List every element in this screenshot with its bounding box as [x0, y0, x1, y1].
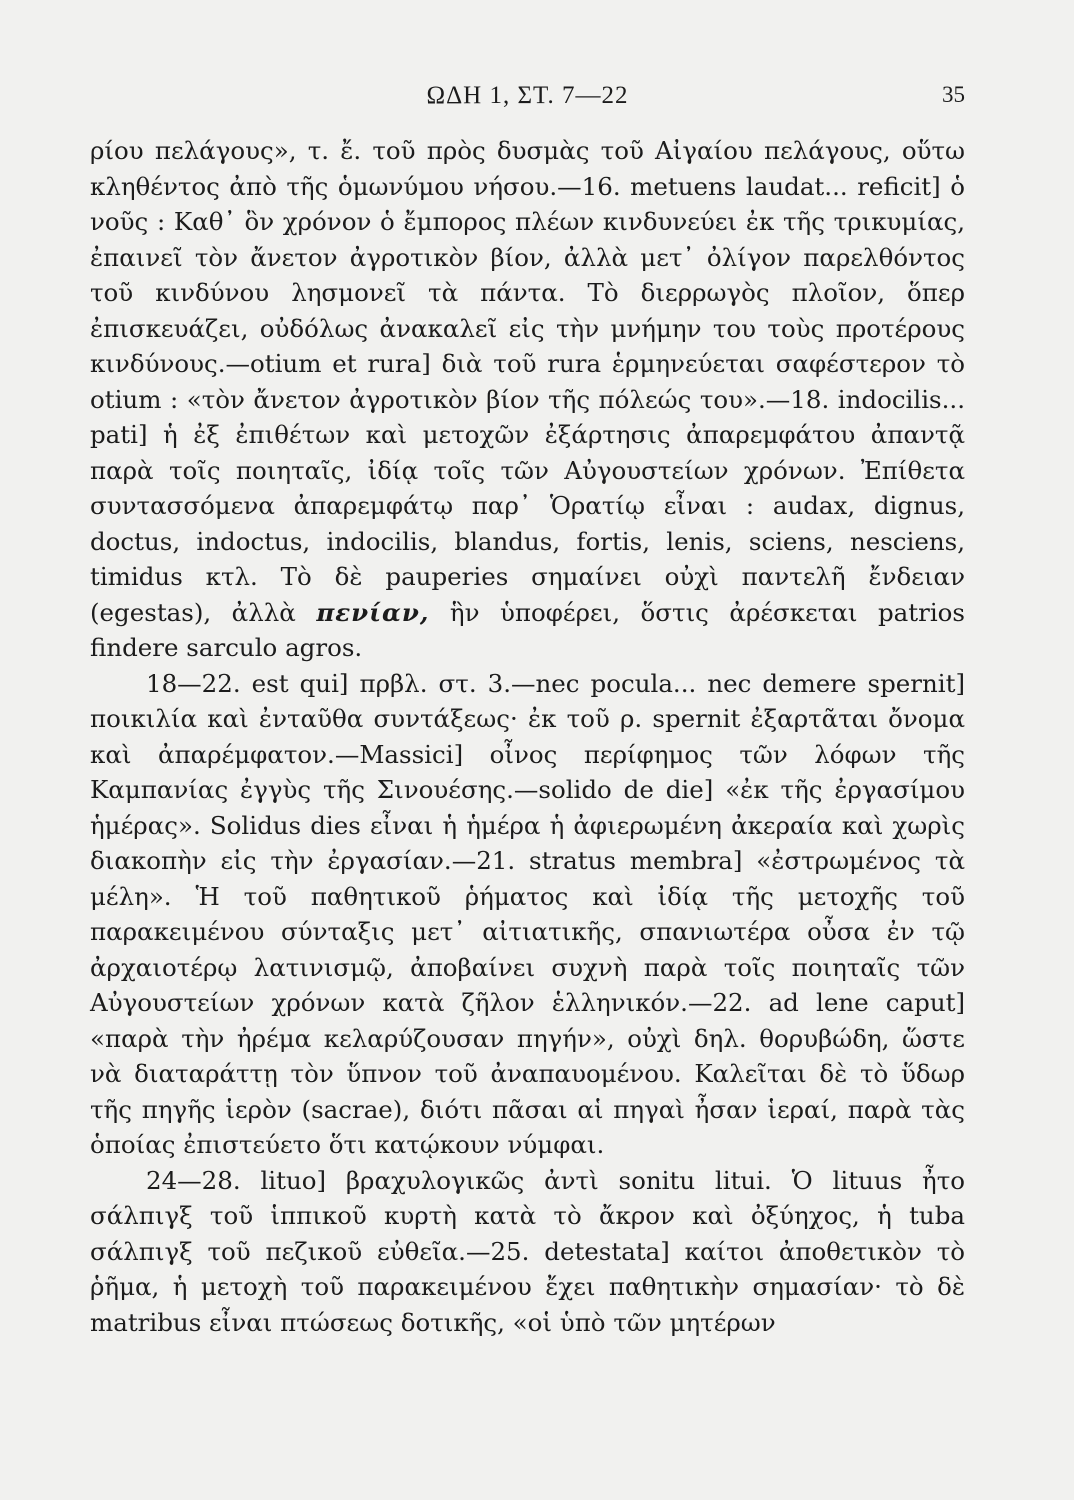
paragraph-1-text-a: ρίου πελάγους», τ. ἔ. τοῦ πρὸς δυσμὰς τοῦ Αἰγαίου πελάγους, οὕτω κληθέντος ἀπὸ τῆς ὁμωνύμου νήσου.—16. metuens laudat... reficit] ὁ νοῦς : Καθ᾽ ὃν χρόνον ὁ ἔμπορος πλέων κινδυνεύει ἐκ τῆς τρικυμίας, ἐπαινεῖ τὸν ἄνετον ἀγροτικὸν βίον, ἀλλὰ μετ᾽ ὀλίγον παρελθόντος τοῦ κινδύνου λησμονεῖ τὰ πάντα. Τὸ διερρωγὸς πλοῖον, ὅπερ ἐπισκευάζει, οὐδόλως ἀνακαλεῖ εἰς τὴν μνήμην του τοὺς προτέρους κινδύνους.—otium et rura] διὰ τοῦ rura ἑρμηνεύεται σαφέστερον τὸ otium : «τὸν ἄνετον ἀγροτικὸν βίον τῆς πόλεώς του».—18. indocilis... pati] ἡ ἐξ ἐπιθέτων καὶ μετοχῶν ἐξάρτησις ἀπαρεμφάτου ἀπαντᾷ παρὰ τοῖς ποιηταῖς, ἰδίᾳ τοῖς τῶν Αὐγουστείων χρόνων. Ἐπίθετα συντασσόμενα ἀπαρεμφάτῳ παρ᾽ Ὁρατίῳ εἶναι : audax, dignus, doctus, indoctus, indocilis, blandus, fortis, lenis, sciens, nesciens, timidus κτλ. Τὸ δὲ pauperies σημαίνει οὐχὶ παντελῆ ἔνδειαν (egestas), ἀλλὰ — [90, 136, 965, 627]
paragraph-2: 18—22. est qui] πρβλ. στ. 3.—nec pocula... nec demere spernit] ποικιλία καὶ ἐνταῦθα συντάξεως· ἐκ τοῦ ρ. spernit ἐξαρτᾶται ὄνομα καὶ ἀπαρέμφατον.—Massici] οἶνος περίφημος τῶν λόφων τῆς Καμπανίας ἐγγὺς τῆς Σινουέσης.—solido de die] «ἐκ τῆς ἐργασίμου ἡμέρας». Solidus dies εἶναι ἡ ἡμέρα ἡ ἀφιερωμένη ἀκεραία καὶ χωρὶς διακοπὴν εἰς τὴν ἐργασίαν.—21. stratus membra] «ἐστρωμένος τὰ μέλη». Ἡ τοῦ παθητικοῦ ῥήματος καὶ ἰδίᾳ τῆς μετοχῆς τοῦ παρακειμένου σύνταξις μετ᾽ αἰτιατικῆς, σπανιωτέρα οὖσα ἐν τῷ ἀρχαιοτέρῳ λατινισμῷ, ἀποβαίνει συχνὴ παρὰ τοῖς ποιηταῖς τῶν Αὐγουστείων χρόνων κατὰ ζῆλον ἑλληνικόν.—22. ad lene caput] «παρὰ τὴν ἠρέμα κελαρύζουσαν πηγήν», οὐχὶ δηλ. θορυβώδη, ὥστε νὰ διαταράττῃ τὸν ὕπνον τοῦ ἀναπαυομένου. Καλεῖται δὲ τὸ ὕδωρ τῆς πηγῆς ἱερὸν (sacrae), διότι πᾶσαι αἱ πηγαὶ ἦσαν ἱεραί, παρὰ τὰς ὁποίας ἐπιστεύετο ὅτι κατῴκουν νύμφαι. — [90, 668, 965, 1159]
emphasized-word: πενίαν, — [316, 597, 430, 627]
paragraph-1 — [90, 133, 965, 666]
page-number: 35 — [942, 82, 965, 107]
paragraph-3: 24—28. lituo] βραχυλογικῶς ἀντὶ sonitu litui. Ὁ lituus ἦτο σάλπιγξ τοῦ ἱππικοῦ κυρτὴ κατὰ τὸ ἄκρον καὶ ὀξύηχος, ἡ tuba σάλπιγξ τοῦ πεζικοῦ εὐθεῖα.—25. detestata] καίτοι ἀποθετικὸν τὸ ῥῆμα, ἡ μετοχὴ τοῦ παρακειμένου ἔχει παθητικὴν σημασίαν· τὸ δὲ matribus εἶναι πτώσεως δοτικῆς, «οἱ ὑπὸ τῶν μητέρων — [90, 1165, 965, 1337]
paragraph-1-text-b: ἣν ὑποφέρει, ὅστις ἀρέσκεται patrios findere sarculo agros. — [90, 597, 965, 662]
body-text — [90, 133, 965, 1340]
running-header — [90, 82, 965, 116]
running-title: ΩΔΗ 1, ΣΤ. 7—22 — [426, 82, 629, 109]
